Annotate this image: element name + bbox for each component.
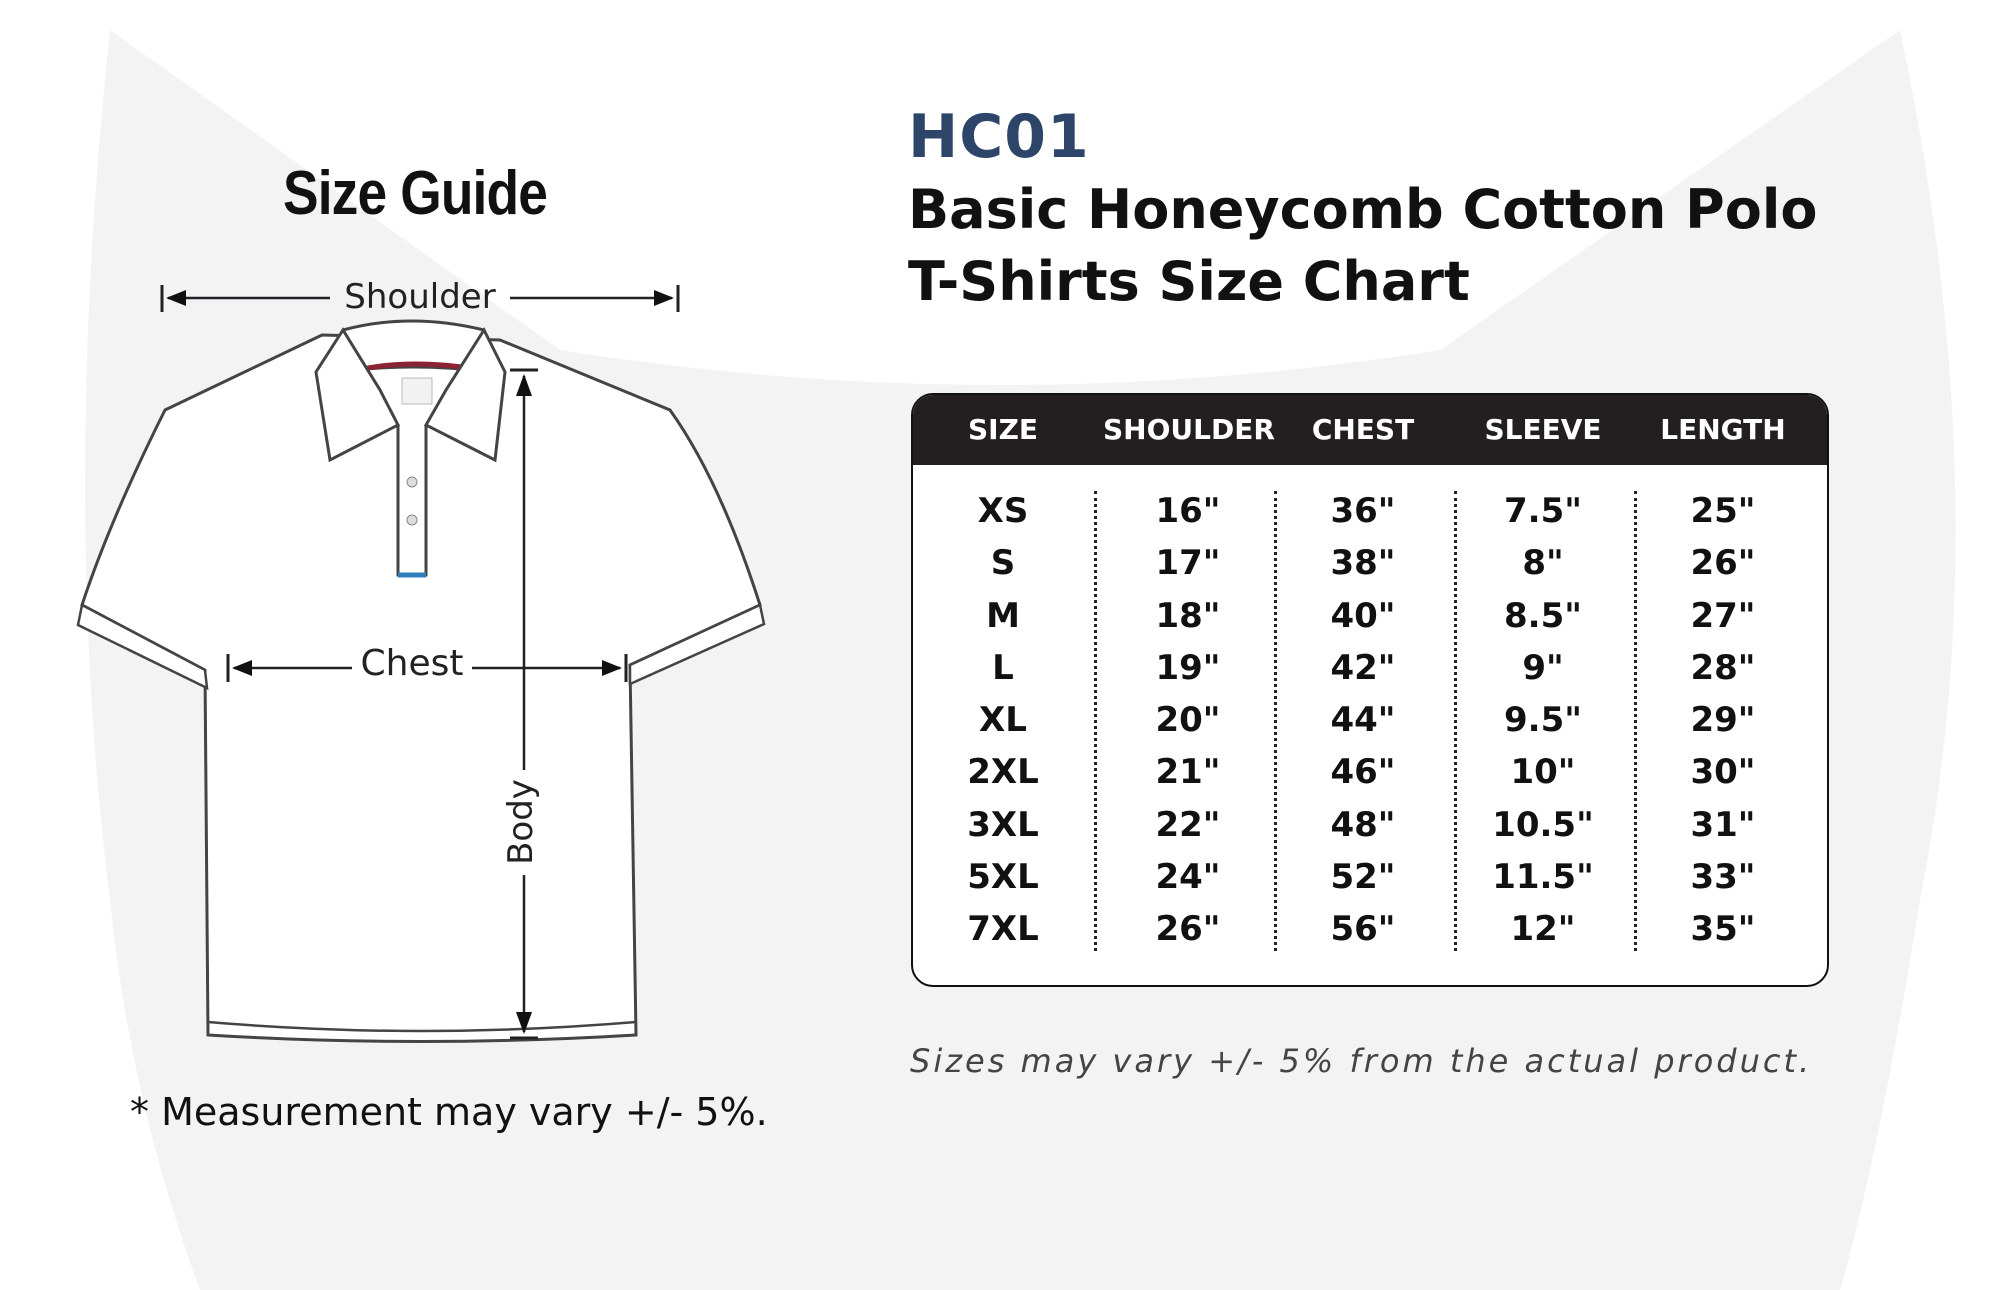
table-cell: 8.5" bbox=[1504, 595, 1582, 636]
length-column bbox=[1643, 485, 1803, 956]
product-code: HC01 bbox=[908, 102, 1090, 172]
table-cell: 24" bbox=[1155, 857, 1221, 898]
table-cell: L bbox=[992, 647, 1014, 688]
table-cell: 52" bbox=[1330, 857, 1396, 898]
table-cell: S bbox=[990, 543, 1016, 584]
table-cell: 44" bbox=[1330, 700, 1396, 741]
table-cell: 40" bbox=[1330, 595, 1396, 636]
table-cell: 26" bbox=[1690, 543, 1756, 584]
header-size: SIZE bbox=[967, 413, 1038, 446]
table-cell: 8" bbox=[1522, 543, 1564, 584]
table-cell: 29" bbox=[1690, 700, 1756, 741]
header-chest: CHEST bbox=[1311, 413, 1415, 446]
table-cell: 10" bbox=[1510, 752, 1576, 793]
table-cell: 3XL bbox=[967, 804, 1039, 845]
table-cell: M bbox=[986, 595, 1020, 636]
table-cell: 38" bbox=[1330, 543, 1396, 584]
table-cell: 16" bbox=[1155, 491, 1221, 531]
table-cell: 33" bbox=[1690, 857, 1756, 898]
table-cell: XL bbox=[979, 700, 1027, 741]
table-cell: 9.5" bbox=[1504, 700, 1582, 741]
table-cell: 56" bbox=[1330, 909, 1396, 950]
shoulder-column bbox=[1103, 485, 1273, 956]
column-divider bbox=[1274, 491, 1277, 951]
table-cell: XS bbox=[977, 491, 1029, 531]
table-cell: 11.5" bbox=[1492, 857, 1594, 898]
table-cell: 7XL bbox=[967, 909, 1039, 950]
table-cell: 26" bbox=[1155, 909, 1221, 950]
sleeve-column bbox=[1463, 485, 1623, 956]
header-shoulder: SHOULDER bbox=[1103, 413, 1275, 446]
table-cell: 22" bbox=[1155, 804, 1221, 845]
column-divider bbox=[1634, 491, 1637, 951]
size-column bbox=[923, 485, 1083, 956]
table-cell: 48" bbox=[1330, 804, 1396, 845]
table-cell: 10.5" bbox=[1492, 804, 1594, 845]
table-cell: 20" bbox=[1155, 700, 1221, 741]
table-cell: 25" bbox=[1690, 491, 1756, 531]
column-divider bbox=[1454, 491, 1457, 951]
table-cell: 27" bbox=[1690, 595, 1756, 636]
measurement-note: * Measurement may vary +/- 5%. bbox=[130, 1090, 768, 1134]
table-cell: 36" bbox=[1330, 491, 1396, 531]
table-cell: 28" bbox=[1690, 647, 1756, 688]
size-disclaimer: Sizes may vary +/- 5% from the actual product. bbox=[910, 1042, 1813, 1080]
table-cell: 5XL bbox=[967, 857, 1039, 898]
size-guide-title: Size Guide bbox=[283, 159, 547, 228]
shoulder-label: Shoulder bbox=[344, 277, 496, 317]
table-cell: 19" bbox=[1155, 647, 1221, 688]
product-title-line-1: Basic Honeycomb Cotton Polo bbox=[908, 178, 1818, 241]
table-cell: 2XL bbox=[967, 752, 1039, 793]
table-cell: 31" bbox=[1690, 804, 1756, 845]
column-divider bbox=[1094, 491, 1097, 951]
table-cell: 7.5" bbox=[1504, 491, 1582, 531]
size-chart-header-row bbox=[913, 395, 1827, 465]
table-cell: 35" bbox=[1690, 909, 1756, 950]
table-cell: 21" bbox=[1155, 752, 1221, 793]
chest-column bbox=[1283, 485, 1443, 956]
product-title-line-2: T-Shirts Size Chart bbox=[908, 250, 1470, 313]
table-cell: 18" bbox=[1155, 595, 1221, 636]
chest-label: Chest bbox=[360, 643, 464, 684]
body-label: Body bbox=[501, 779, 541, 865]
table-cell: 42" bbox=[1330, 647, 1396, 688]
table-cell: 46" bbox=[1330, 752, 1396, 793]
table-cell: 30" bbox=[1690, 752, 1756, 793]
header-length: LENGTH bbox=[1660, 413, 1786, 446]
table-cell: 17" bbox=[1155, 543, 1221, 584]
header-sleeve: SLEEVE bbox=[1484, 413, 1602, 446]
size-chart-table bbox=[911, 393, 1829, 987]
table-cell: 12" bbox=[1510, 909, 1576, 950]
table-cell: 9" bbox=[1522, 647, 1564, 688]
